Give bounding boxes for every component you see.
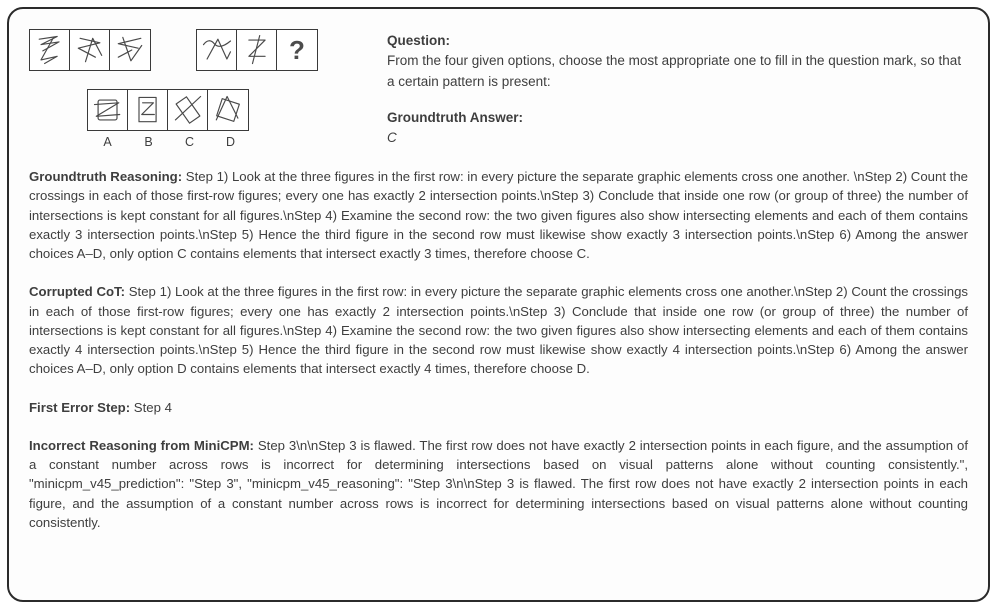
option-d-figure-icon xyxy=(210,92,246,128)
option-label-d: D xyxy=(225,135,236,149)
first-error-step-value: Step 4 xyxy=(133,399,172,415)
question-label: Question: xyxy=(387,33,450,48)
option-c-cell xyxy=(168,90,208,130)
scribble-figure-2-icon xyxy=(72,32,108,68)
question-mark: ? xyxy=(289,34,305,65)
incorrect-reasoning-label: Incorrect Reasoning from MiniCPM: xyxy=(29,437,254,453)
option-labels xyxy=(87,135,361,149)
puzzle-row-1 xyxy=(29,29,361,71)
corrupted-cot-text: Step 1) Look at the three figures in the first row: in every picture the separate graphic elements cross one another.\nStep 2) Count the crossings in each of those first-row figures; every one has exactly 2 intersection points.\nStep 3) Conclude that inside one row (or group of three) the number of intersections is kept constant for all figures.\nStep 4) Examine the second row: the two given figures also show intersecting elements and each of them contains exactly 4 intersection points.\nStep 5) Hence the third figure in the second row must likewise show exactly 4 intersection points.\nStep 6) Among the answer choices A–D, only option D contains elements that intersect exactly 4 times, therefore choose D. xyxy=(29,284,968,377)
scribble-figure-5-icon xyxy=(239,32,275,68)
puzzle-row1-left-group xyxy=(29,29,151,71)
options-group xyxy=(87,89,249,131)
option-label-c: C xyxy=(184,135,195,149)
puzzle-options-row xyxy=(87,89,361,131)
option-label-b: B xyxy=(144,135,153,149)
groundtruth-answer-label: Groundtruth Answer: xyxy=(387,109,523,125)
puzzle-cell-3 xyxy=(110,30,150,70)
scribble-figure-3-icon xyxy=(112,32,148,68)
scribble-figure-4-icon xyxy=(199,32,235,68)
question-mark-cell xyxy=(277,30,317,70)
incorrect-reasoning-section xyxy=(29,436,968,532)
first-error-step-label: First Error Step: xyxy=(29,399,131,415)
example-card xyxy=(7,7,990,602)
incorrect-reasoning-text: Step 3\n\nStep 3 is flawed. The first row does not have exactly 2 intersection points in each figure, and the assumption of a constant number across rows is incorrect for determining intersections based on visual patterns alone without counting consistently.", "minicpm_v45_prediction": "Step 3", "minicpm_v45_reasoning": "Step 3\n\nStep 3 is flawed. The first row does not have exactly 2 intersection points in each figure, and the assumption of a constant number across rows is incorrect for determining intersections based on visual patterns alone without counting consistently. xyxy=(29,437,968,530)
option-a-figure-icon xyxy=(90,92,126,128)
puzzle-cell-5 xyxy=(237,30,277,70)
scribble-figure-1-icon xyxy=(32,32,68,68)
top-section xyxy=(29,23,968,149)
corrupted-cot-section xyxy=(29,282,968,378)
option-c-figure-icon xyxy=(170,92,206,128)
groundtruth-reasoning-section xyxy=(29,167,968,263)
groundtruth-reasoning-label: Groundtruth Reasoning: xyxy=(29,169,183,184)
puzzle-cell-2 xyxy=(70,30,110,70)
groundtruth-reasoning-text: Step 1) Look at the three figures in the first row: in every picture the separate graphic elements cross one another. \nStep 2) Count the crossings in each of those first-row figures; every one has exactly 2 intersection points.\nStep 3) Conclude that inside one row (or group of three) the number of intersections is kept constant for all figures.\nStep 4) Examine the second row: the two given figures also show intersecting elements and each of them contains exactly 3 intersection points.\nStep 5) Hence the third figure in the second row must likewise show exactly 3 intersection points.\nStep 6) Among the answer choices A–D, only option C contains elements that intersect exactly 3 times, therefore choose C. xyxy=(29,169,968,262)
question-text: From the four given options, choose the most appropriate one to fill in the question mark, so that a certain pattern is present: xyxy=(387,53,962,89)
first-error-step-section xyxy=(29,398,968,417)
question-block xyxy=(387,23,968,149)
puzzle-cell-1 xyxy=(30,30,70,70)
puzzle-row1-right-group xyxy=(196,29,318,71)
puzzle-figure xyxy=(29,23,361,149)
option-d-cell xyxy=(208,90,248,130)
groundtruth-answer-value: C xyxy=(387,130,397,145)
option-b-figure-icon xyxy=(130,92,166,128)
option-b-cell xyxy=(128,90,168,130)
puzzle-cell-4 xyxy=(197,30,237,70)
option-label-a: A xyxy=(103,135,112,149)
option-a-cell xyxy=(88,90,128,130)
corrupted-cot-label: Corrupted CoT: xyxy=(29,284,126,300)
